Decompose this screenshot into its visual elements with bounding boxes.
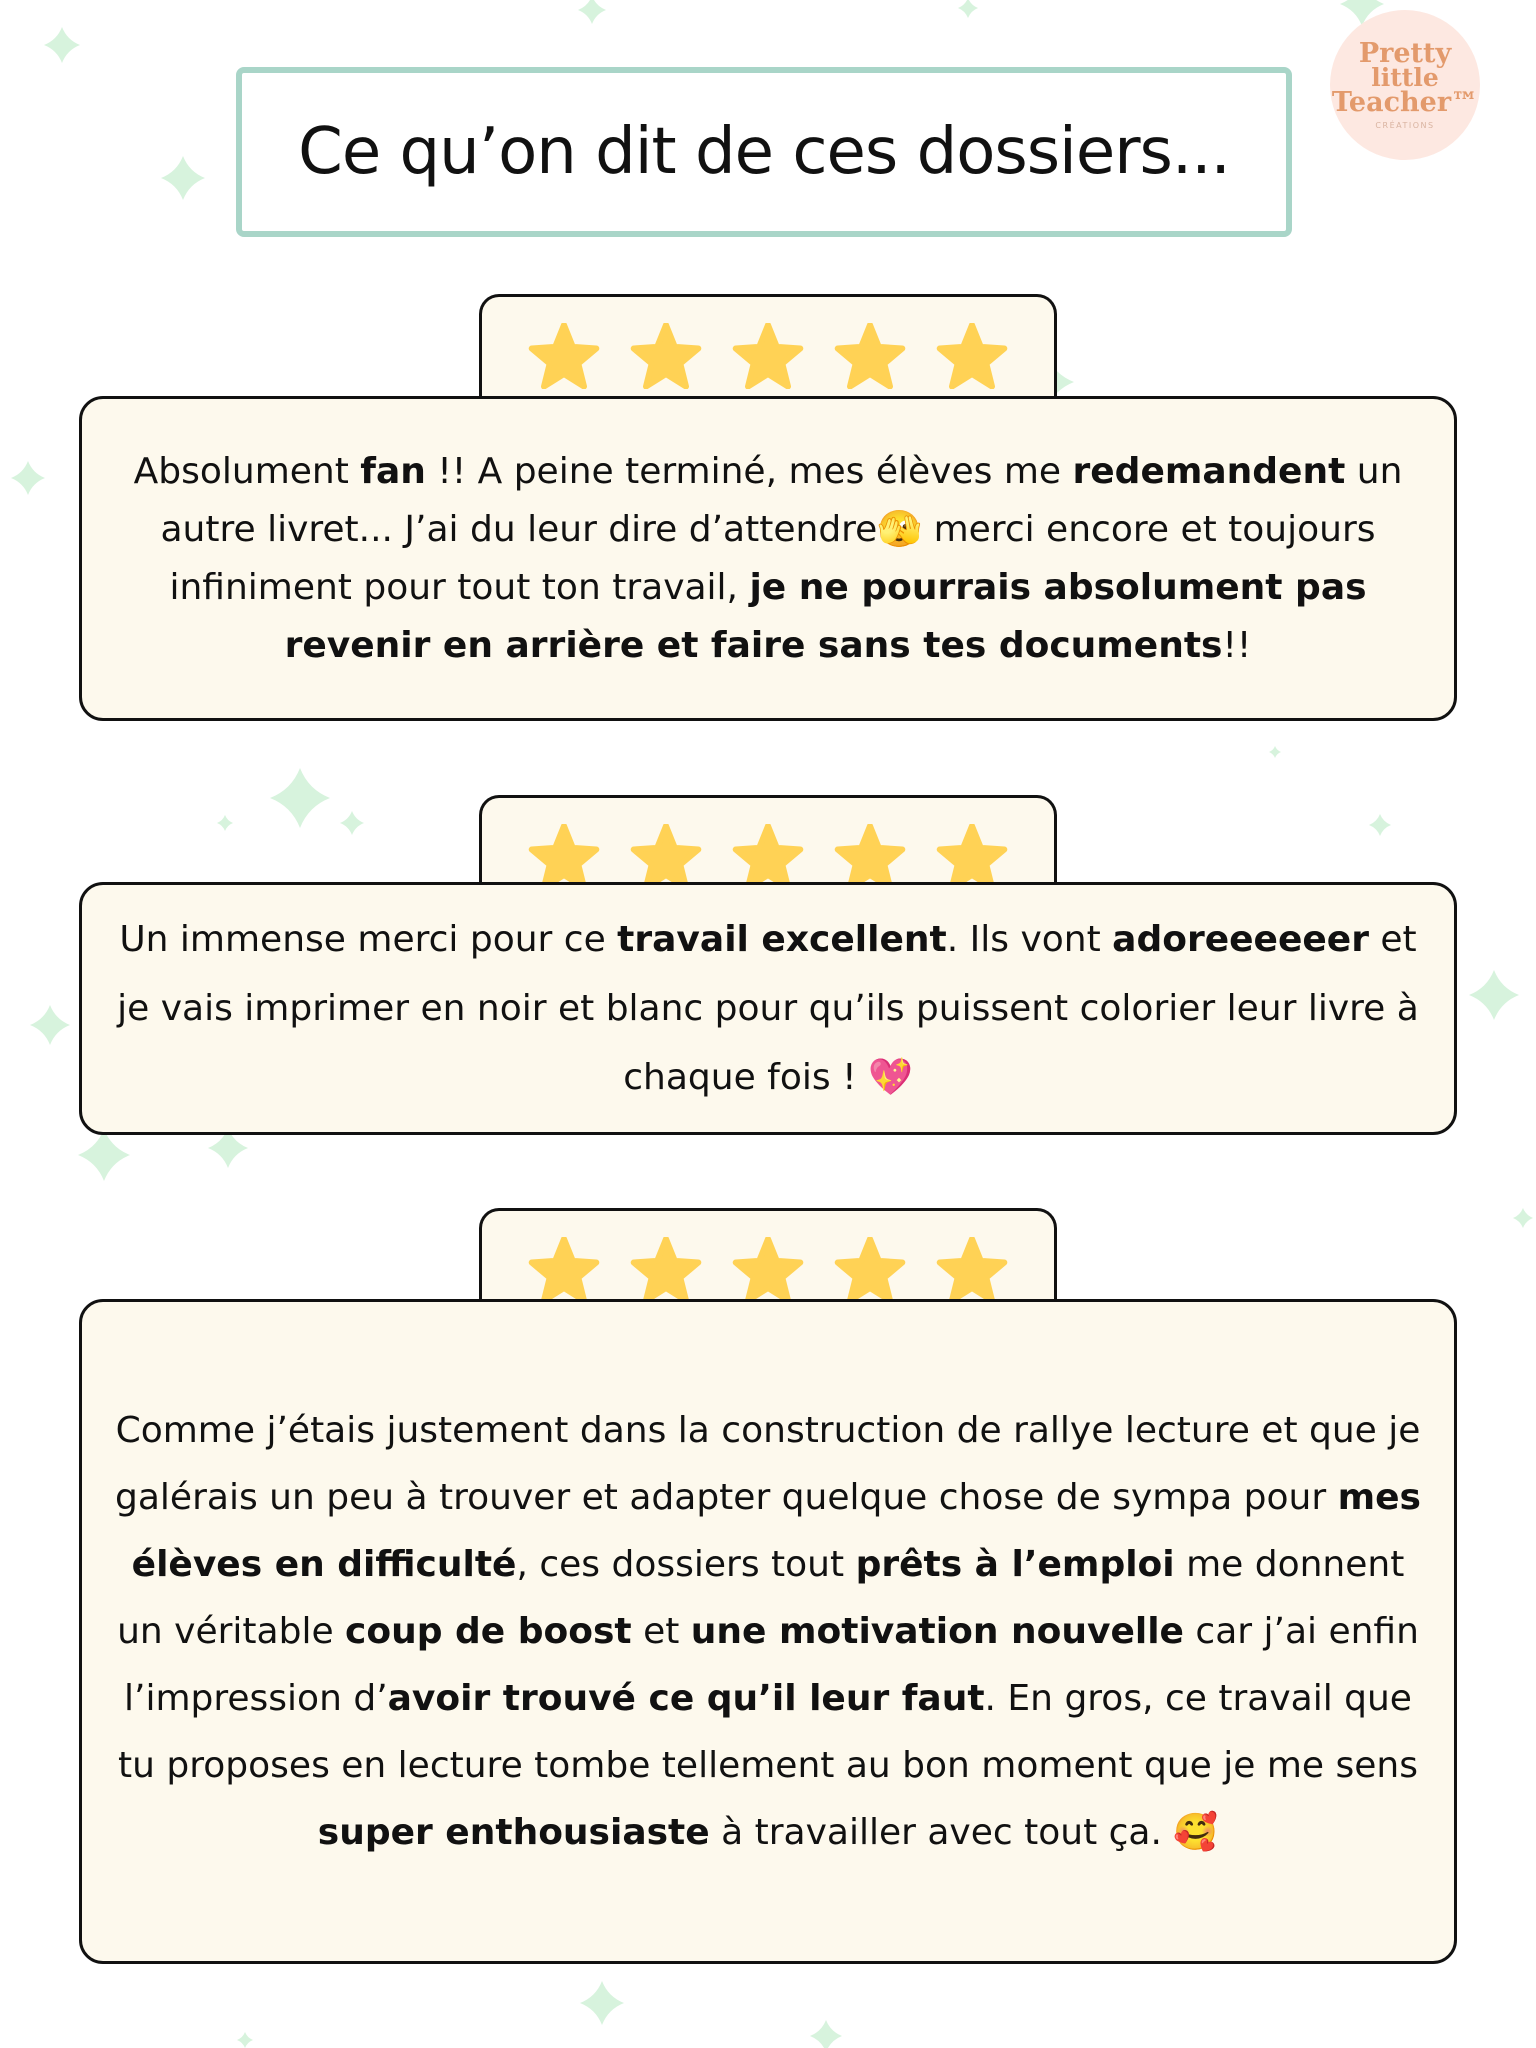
sparkle-icon (1469, 970, 1519, 1020)
review-3-segment: prêts à l’emploi (855, 1544, 1175, 1585)
review-2-segment: . Ils vont (946, 919, 1113, 960)
review-2-text (112, 905, 1424, 1112)
review-1-segment: un autre livret... J’ai du leur dire d’attendre🫣 merci encore et toujours infiniment pour tout ton travail, (160, 450, 1403, 608)
sparkle-icon (11, 461, 45, 495)
review-3-segment: , ces dossiers tout (516, 1544, 856, 1585)
review-3-segment: me donnent un véritable (117, 1544, 1405, 1652)
sparkle-icon (580, 1981, 624, 2025)
star-icon (933, 824, 1011, 890)
review-3-segment: et (631, 1611, 691, 1652)
logo-line-2: little (1371, 63, 1439, 93)
sparkle-icon (44, 27, 80, 63)
review-3-segment: Comme j’étais justement dans la construction de rallye lecture et que je galérais un peu à trouver et adapter quelque chose de sympa pour (115, 1410, 1421, 1518)
logo-line-4: CRÉATIONS (1375, 120, 1435, 130)
sparkle-icon (78, 1129, 130, 1181)
review-2-segment: travail excellent (617, 919, 947, 960)
review-2-segment: et je vais imprimer en noir et blanc pour qu’ils puissent colorier leur livre à chaque fois ! 💖 (117, 919, 1419, 1098)
star-icon (525, 824, 603, 890)
star-icon (627, 323, 705, 389)
star-icon (831, 323, 909, 389)
sparkle-icon (217, 815, 233, 831)
star-icon (525, 323, 603, 389)
review-3-segment: avoir trouvé ce qu’il leur faut (387, 1678, 985, 1719)
page-title: Ce qu’on dit de ces dossiers... (298, 115, 1230, 189)
sparkle-icon (1269, 746, 1281, 758)
logo-line-1: Pretty (1358, 37, 1452, 69)
review-2-segment: adoreeeeeer (1112, 919, 1369, 960)
title-box (236, 67, 1292, 237)
review-3-text (112, 1397, 1424, 1866)
review-3-segment: . En gros, ce travail que tu proposes en lecture tombe tellement au bon moment que je me sens (118, 1678, 1418, 1786)
review-card-1 (79, 396, 1457, 721)
review-1-segment: !! (1222, 624, 1252, 666)
sparkle-icon (237, 2032, 253, 2048)
brand-logo (1330, 10, 1480, 160)
review-1-text (112, 443, 1424, 675)
review-3-segment: coup de boost (345, 1611, 632, 1652)
star-icon (933, 1237, 1011, 1303)
review-1-segment: je ne pourrais absolument pas revenir en arrière et faire sans tes documents (284, 566, 1367, 666)
star-icon (627, 824, 705, 890)
review-3-segment: car j’ai enfin l’impression d’ (124, 1611, 1419, 1719)
star-icon (933, 323, 1011, 389)
star-icon (729, 824, 807, 890)
sparkle-icon (958, 0, 978, 18)
sparkle-icon (270, 768, 330, 828)
logo-line-3: Teacher™ (1331, 87, 1479, 119)
sparkle-icon (1369, 814, 1391, 836)
star-icon (729, 323, 807, 389)
sparkle-icon (161, 156, 205, 200)
sparkle-icon (30, 1005, 70, 1045)
sparkle-icon (578, 0, 606, 24)
sparkle-icon (1513, 1208, 1533, 1228)
review-1-segment: Absolument (133, 450, 361, 492)
review-1-segment: redemandent (1072, 450, 1346, 492)
star-icon (831, 1237, 909, 1303)
review-1-segment: fan (360, 450, 426, 492)
sparkle-icon (340, 811, 364, 835)
review-3-segment: super enthousiaste (317, 1812, 710, 1853)
star-icon (525, 1237, 603, 1303)
sparkle-icon (810, 2020, 842, 2048)
review-card-3 (79, 1299, 1457, 1964)
review-3-segment: une motivation nouvelle (690, 1611, 1184, 1652)
star-icon (831, 824, 909, 890)
star-icon (627, 1237, 705, 1303)
review-2-segment: Un immense merci pour ce (119, 919, 618, 960)
star-icon (729, 1237, 807, 1303)
review-1-segment: !! A peine terminé, mes élèves me (425, 450, 1073, 492)
review-3-segment: mes élèves en difficulté (131, 1477, 1421, 1585)
review-1-rating (479, 294, 1057, 406)
review-3-segment: à travailler avec tout ça. 🥰 (709, 1812, 1219, 1853)
review-card-2 (79, 882, 1457, 1135)
